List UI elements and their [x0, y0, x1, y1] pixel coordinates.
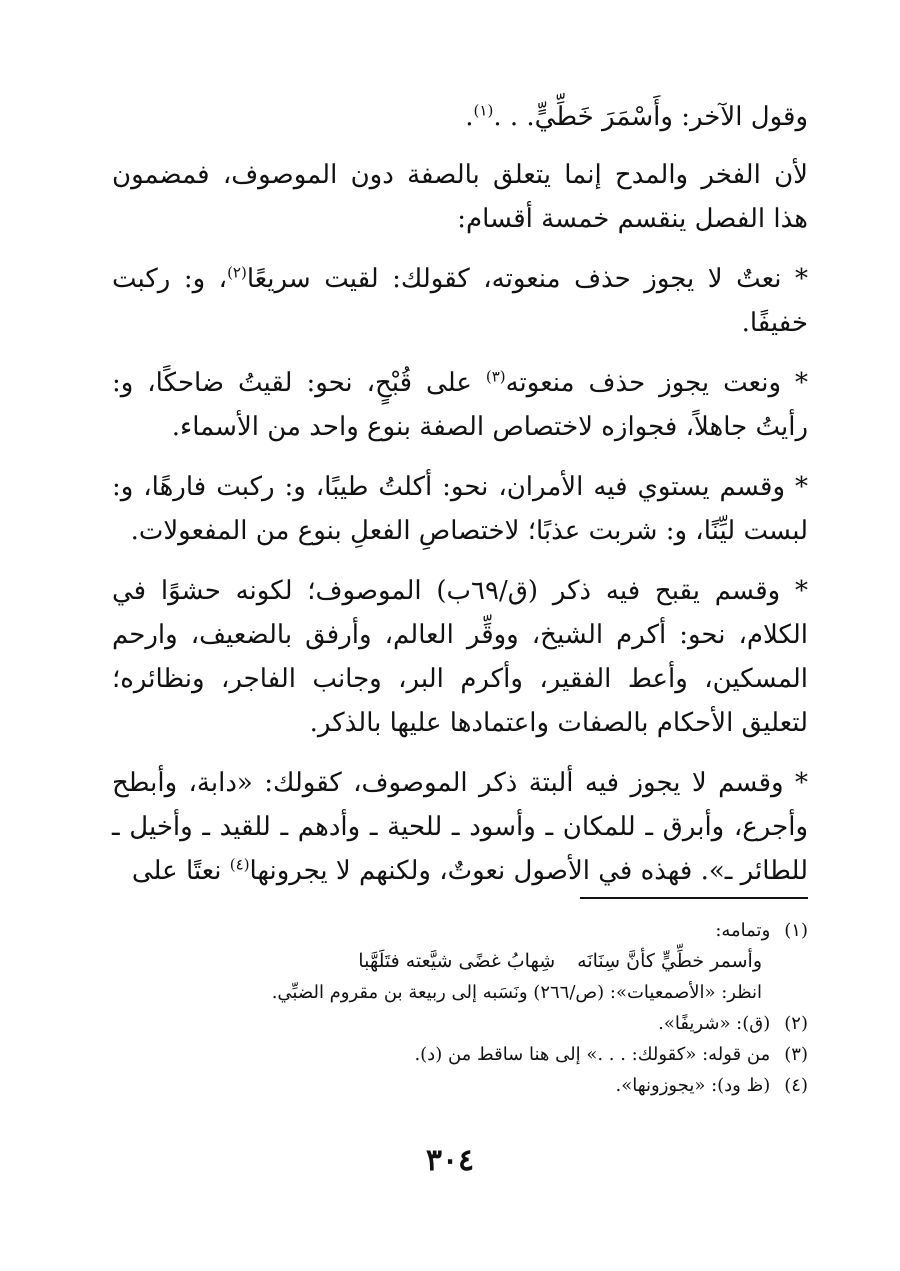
paragraph-2: لأن الفخر والمدح إنما يتعلق بالصفة دون الموصوف، فمضمون هذا الفصل ينقسم خمسة أقسام: — [112, 160, 808, 234]
footnote-2 — [112, 1008, 808, 1039]
footnote-source: انظر: «الأصمعيات»: (ص/٢٦٦) ونَسَبه إلى ربيعة بن مقروم الضبِّي. — [271, 982, 762, 1003]
footnote-number: (١) — [784, 920, 808, 941]
footnotes — [112, 915, 808, 1101]
footnote-1 — [112, 915, 808, 946]
footnote-number: (٢) — [784, 1013, 808, 1034]
paragraph-7: * وقسم لا يجوز فيه ألبتة ذكر الموصوف، كقولك: «دابة، وأبطح وأجرع، وأبرق ـ للمكان ـ وأسود ـ للحية ـ وأدهم ـ للقيد ـ وأخيل ـ للطائر ـ». فهذه في الأصول نعوتٌ، ولكنهم لا يجرونها$^{(٤)}$ نعتًا على — [112, 768, 808, 886]
footnote-text: من قوله: «كقولك: . . .» إلى هنا ساقط من (د). — [414, 1044, 771, 1065]
footnote-4 — [112, 1070, 808, 1101]
paragraph-6: * وقسم يقبح فيه ذكر (ق/٦٩ب) الموصوف؛ لكونه حشوًا في الكلام، نحو: أكرم الشيخ، ووقِّر العالم، وأرفق بالضعيف، وارحم المسكين، وأعط الفقير، وأكرم البر، وجانب الفاجر، ونظائره؛ لتعليق الأحكام بالصفات واعتمادها عليها بالذكر. — [112, 576, 809, 738]
footnote-text: (ظ ود): «يجوزونها». — [615, 1075, 771, 1096]
page-number: ٣٠٤ — [425, 1143, 475, 1178]
paragraph-4: * ونعت يجوز حذف منعوته$^{(٣)}$ على قُبْحٍ، نحو: لقيتُ ضاحكًا، و: رأيتُ جاهلاً، فجوازه لاختصاص الصفة بنوع واحد من الأسماء. — [112, 367, 808, 442]
footnote-separator — [580, 897, 808, 899]
footnote-number: (٤) — [784, 1075, 808, 1096]
footnote-3 — [112, 1039, 808, 1070]
paragraph-1: وقول الآخر: وأَسْمَرَ خَطِّيٍّ. . .$^{(١)}$. — [465, 101, 808, 132]
main-text — [112, 95, 808, 909]
footnote-verse — [112, 946, 808, 977]
footnote-text: وتمامه: — [715, 920, 771, 941]
verse-second-hemistich: شِهابُ غضًى شيَّعته فتَلَهَّبا — [358, 950, 556, 972]
footnote-ref-4: (٤) — [229, 855, 250, 874]
footnote-text: (ق): «شريفًا». — [658, 1013, 771, 1034]
footnote-ref-2: (٢) — [227, 263, 247, 282]
footnote-ref-3: (٣) — [485, 367, 506, 386]
paragraph-3: * نعتٌ لا يجوز حذف منعوته، كقولك: لقيت سريعًا$^{(٢)}$، و: ركبت خفيفًا. — [112, 263, 808, 338]
verse-first-hemistich: وأسمر خطِّيٍّ كأنَّ سِنَانَه — [577, 950, 762, 972]
footnote-ref-1: (١) — [473, 101, 494, 120]
paragraph-5: * وقسم يستوي فيه الأمران، نحو: أكلتُ طيبًا، و: ركبت فارهًا، و: لبست ليِّنًا، و: شربت عذبًا؛ لاختصاصِ الفعلِ بنوع من المفعولات. — [112, 472, 809, 546]
footnote-number: (٣) — [784, 1044, 808, 1065]
